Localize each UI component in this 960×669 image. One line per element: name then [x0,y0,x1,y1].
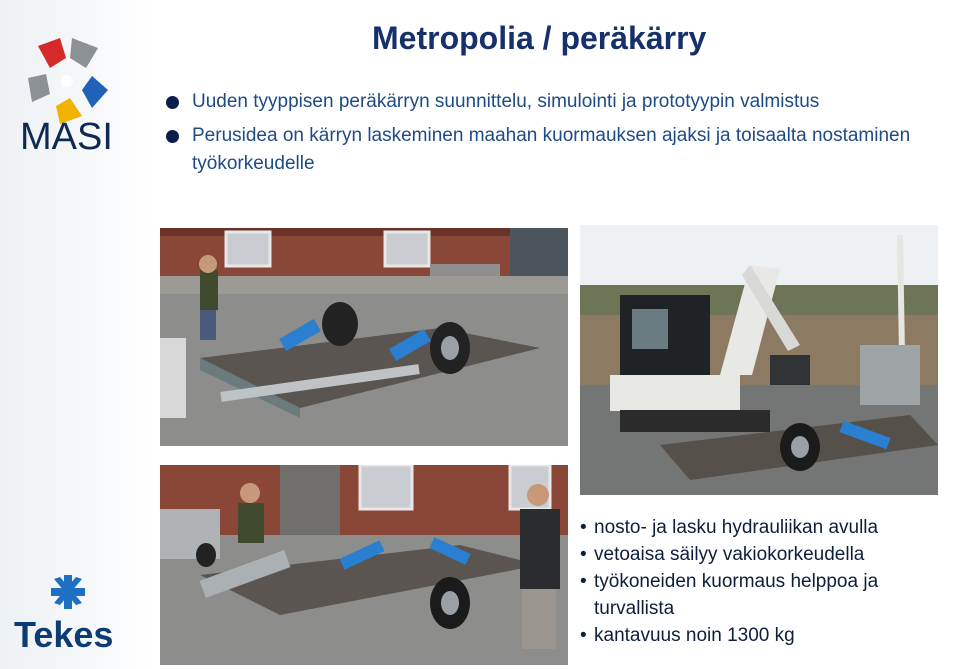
feature-text: työkoneiden kuormaus helppoa ja turvallista [594,571,879,619]
bullet-item [166,88,936,116]
page-title: Metropolia / peräkärry [372,20,707,56]
feature-text: kantavuus noin 1300 kg [594,625,795,646]
masi-logo-red-piece [38,38,66,68]
tekes-wordmark: Tekes [14,614,114,655]
bullet-icon: • [580,625,587,646]
trailer-courtyard-photo [160,228,568,446]
bullet-icon: • [580,571,587,592]
masi-wordmark: MASI [20,116,113,158]
bullet-dot-icon [166,96,179,109]
excavator-loading-photo [580,225,938,495]
bullet-text: Uuden tyyppisen peräkärryn suunnittelu, simulointi ja prototyypin valmistus [192,91,820,112]
masi-logo-blue-piece [82,76,108,108]
masi-logo-center [61,75,73,87]
trailer-men-photo [160,465,568,665]
masi-logo-grey-piece-2 [28,74,50,102]
intro-bullet-list [166,88,936,184]
bullet-dot-icon [166,130,179,143]
bullet-item [166,122,936,178]
feature-text: vetoaisa säilyy vakiokorkeudella [594,544,865,565]
feature-item [580,541,958,568]
feature-item [580,568,958,622]
tekes-snowflake-icon [51,575,85,609]
feature-item [580,514,958,541]
bullet-text: Perusidea on kärryn laskeminen maahan kuormauksen ajaksi ja toisaalta nostaminen työkorkeudelle [192,125,911,174]
feature-list [580,514,958,649]
bullet-icon: • [580,544,587,565]
feature-text: nosto- ja lasku hydrauliikan avulla [594,517,879,538]
bullet-icon: • [580,517,587,538]
masi-logo-grey-piece [70,38,98,68]
feature-item [580,622,958,649]
